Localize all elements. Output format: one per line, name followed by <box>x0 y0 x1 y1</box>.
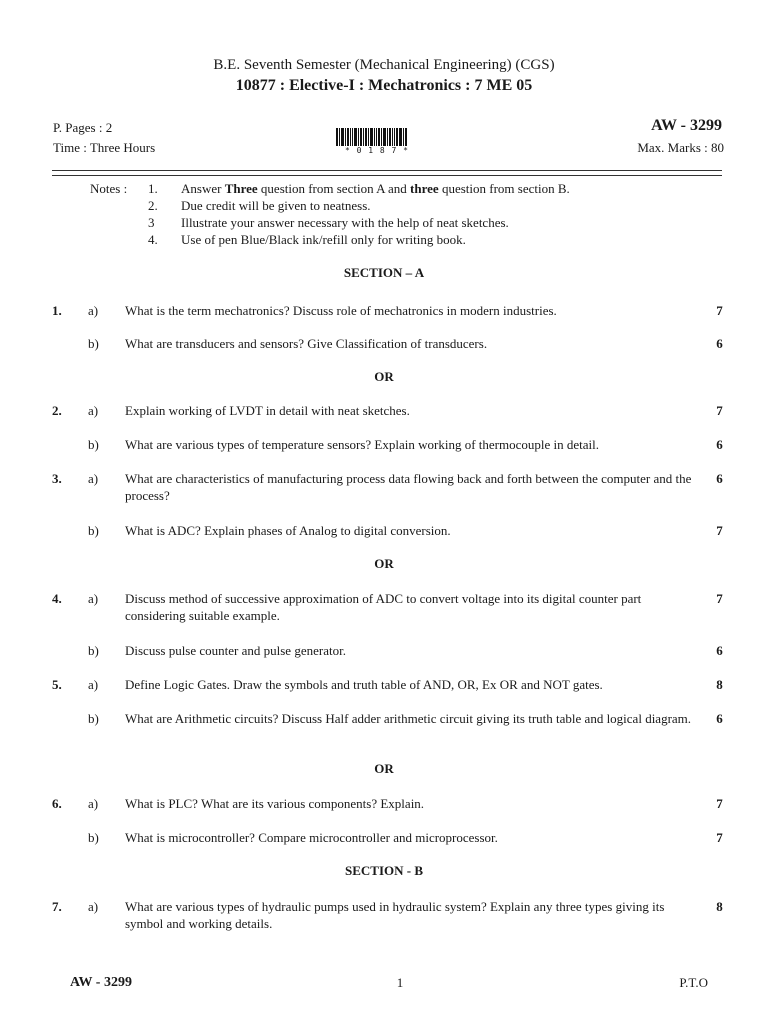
question-text: Discuss method of successive approximation of ADC to convert voltage into its digital counter part considering suitable example. <box>125 591 642 623</box>
question-text: What are Arithmetic circuits? Discuss Half adder arithmetic circuit giving its truth table and logical diagram. <box>125 711 692 726</box>
question-part: b) <box>88 643 99 658</box>
question-marks: 8 <box>716 677 723 692</box>
question-marks: 6 <box>716 643 723 658</box>
question-marks: 6 <box>716 471 723 486</box>
question-part: a) <box>88 471 99 486</box>
question-text: What is PLC? What are its various components? Explain. <box>125 796 425 811</box>
question-marks: 8 <box>716 899 723 914</box>
note-number: 4. <box>148 232 158 247</box>
question-part: a) <box>88 303 99 318</box>
note-item <box>90 231 570 248</box>
question-part: a) <box>88 899 99 914</box>
please-turn-over: P.T.O <box>679 975 708 990</box>
question-text: What are various types of temperature sensors? Explain working of thermocouple in detail. <box>125 437 599 452</box>
question-text: What are characteristics of manufacturing process data flowing back and forth between the computer and the process? <box>125 471 692 503</box>
barcode <box>336 128 418 156</box>
note-number: 3 <box>148 215 155 230</box>
question-text: What is the term mechatronics? Discuss role of mechatronics in modern industries. <box>125 303 557 318</box>
barcode-bars <box>336 128 418 146</box>
section-b-heading: SECTION - B <box>344 863 424 878</box>
page-count: P. Pages : 2 <box>53 120 113 135</box>
notes-block <box>90 180 570 248</box>
paper-code: AW - 3299 <box>651 117 722 134</box>
max-marks: Max. Marks : 80 <box>637 140 724 155</box>
question-part: a) <box>88 677 99 692</box>
note-number: 1. <box>148 181 158 196</box>
question-part: b) <box>88 711 99 726</box>
question-text: What are various types of hydraulic pumps used in hydraulic system? Explain any three types giving its symbol and working details. <box>125 899 665 931</box>
question-part: b) <box>88 523 99 538</box>
question-number: 4. <box>52 591 62 606</box>
question-marks: 7 <box>716 796 723 811</box>
barcode-number: * 0 1 8 7 * <box>345 146 409 155</box>
question-part: a) <box>88 591 99 606</box>
question-part: a) <box>88 403 99 418</box>
notes-label: Notes : <box>90 181 128 196</box>
question-marks: 7 <box>716 523 723 538</box>
question-marks: 7 <box>716 403 723 418</box>
question-text: Define Logic Gates. Draw the symbols and truth table of AND, OR, Ex OR and NOT gates. <box>125 677 603 692</box>
question-marks: 6 <box>716 711 723 726</box>
question-text: What is microcontroller? Compare microcontroller and microprocessor. <box>125 830 498 845</box>
question-text: Discuss pulse counter and pulse generator. <box>125 643 346 658</box>
note-number: 2. <box>148 198 158 213</box>
question-part: b) <box>88 437 99 452</box>
question-number: 3. <box>52 471 62 486</box>
note-text: Due credit will be given to neatness. <box>181 198 371 213</box>
note-item <box>90 197 570 214</box>
note-text: Answer Three question from section A and three question from section B. <box>181 181 570 196</box>
section-a-heading: SECTION – A <box>343 265 425 280</box>
question-number: 1. <box>52 303 62 318</box>
question-part: a) <box>88 796 99 811</box>
or-divider: OR <box>374 369 394 384</box>
question-marks: 6 <box>716 336 723 351</box>
question-text: What are transducers and sensors? Give Classification of transducers. <box>125 336 488 351</box>
question-marks: 7 <box>716 303 723 318</box>
question-text: What is ADC? Explain phases of Analog to digital conversion. <box>125 523 451 538</box>
note-text: Use of pen Blue/Black ink/refill only for writing book. <box>181 232 466 247</box>
note-item <box>90 180 570 197</box>
question-number: 7. <box>52 899 62 914</box>
footer-paper-code: AW - 3299 <box>70 975 132 990</box>
or-divider: OR <box>374 761 394 776</box>
question-marks: 6 <box>716 437 723 452</box>
question-text: Explain working of LVDT in detail with neat sketches. <box>125 403 410 418</box>
note-text: Illustrate your answer necessary with the help of neat sketches. <box>181 215 509 230</box>
question-marks: 7 <box>716 591 723 606</box>
exam-title-line1: B.E. Seventh Semester (Mechanical Engineering) (CGS) <box>213 57 555 73</box>
page-number: 1 <box>396 975 404 990</box>
question-number: 5. <box>52 677 62 692</box>
exam-duration: Time : Three Hours <box>53 140 156 155</box>
header-divider <box>52 175 722 176</box>
question-marks: 7 <box>716 830 723 845</box>
question-number: 2. <box>52 403 62 418</box>
note-item <box>90 214 570 231</box>
question-part: b) <box>88 336 99 351</box>
question-part: b) <box>88 830 99 845</box>
exam-title-line2: 10877 : Elective-I : Mechatronics : 7 ME 05 <box>235 77 533 94</box>
header-divider <box>52 170 722 171</box>
or-divider: OR <box>374 556 394 571</box>
question-number: 6. <box>52 796 62 811</box>
